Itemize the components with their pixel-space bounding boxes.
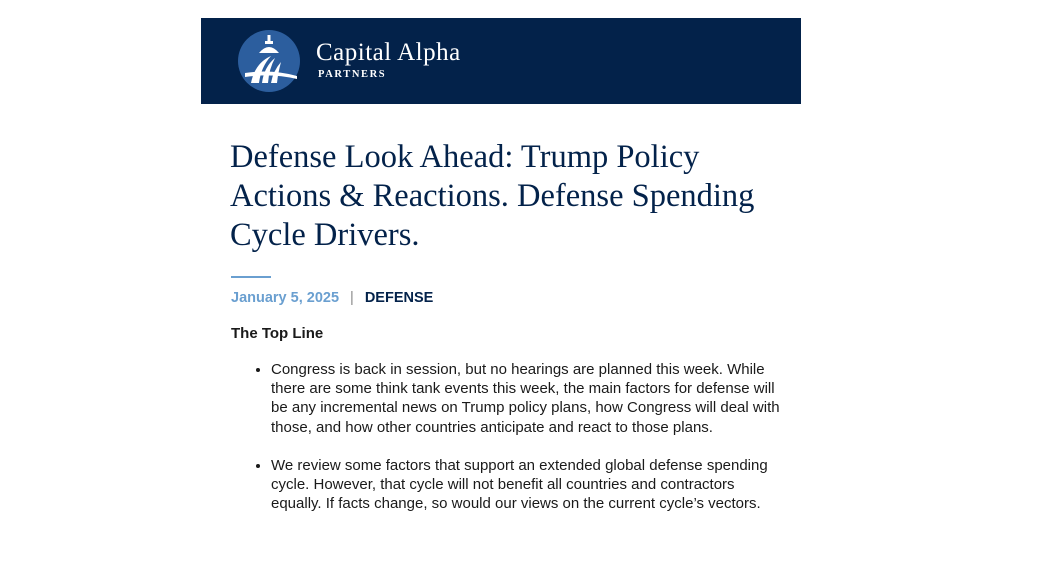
document-title: Defense Look Ahead: Trump Policy Actions & Reactions. Defense Spending Cycle Drivers. xyxy=(230,139,755,253)
section-heading: The Top Line xyxy=(231,325,324,342)
publication-date: January 5, 2025 xyxy=(231,290,340,306)
category-label: DEFENSE xyxy=(364,290,434,306)
bullet-list xyxy=(251,360,781,532)
title-accent-rule xyxy=(231,276,271,278)
brand-name: Capital Alpha xyxy=(316,39,461,66)
brand-subtitle: PARTNERS xyxy=(318,69,387,80)
brand-banner xyxy=(201,18,801,104)
bullet-item: • Congress is back in session, but no hearings are planned this week. While there are some think tank events this week, the main factors for defense will be any incremental news on Trump policy plans, how Congress will deal with those, and how other countries anticipate and react to those plans. xyxy=(271,360,781,437)
bullet-item: • We review some factors that support an extended global defense spending cycle. However, that cycle will not benefit all countries and contractors equally. If facts change, so would our views on the current cycle’s vectors. xyxy=(271,456,781,514)
meta-separator: | xyxy=(350,290,354,306)
document-meta xyxy=(231,290,433,306)
capitol-dome-logo-icon xyxy=(237,29,301,93)
